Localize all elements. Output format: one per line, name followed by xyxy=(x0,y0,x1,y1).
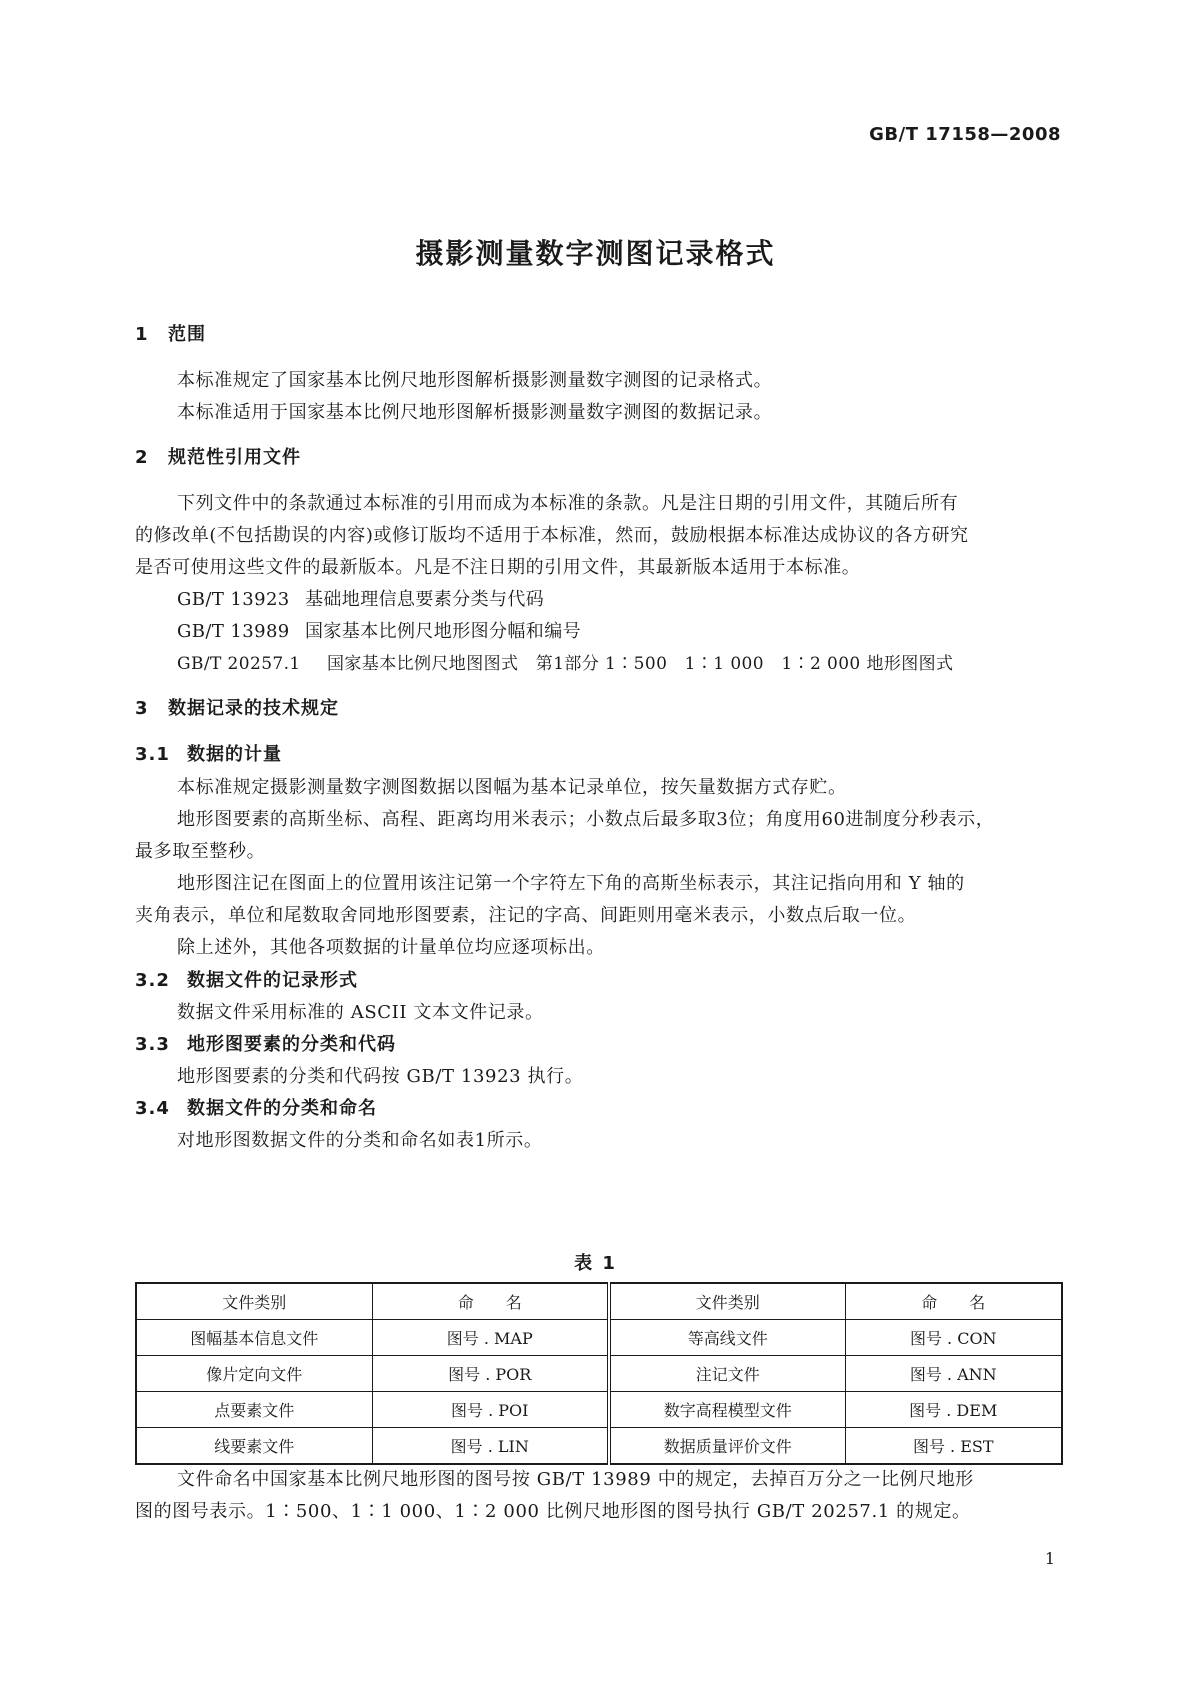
reference-title: 基础地理信息要素分类与代码 xyxy=(305,589,545,610)
reference-title: 国家基本比例尺地图图式 第1部分 1∶500 1∶1 000 1∶2 000 地形图图式 xyxy=(327,654,954,674)
section-number: 3 xyxy=(135,698,149,719)
table-cell: 注记文件 xyxy=(609,1356,845,1392)
standard-code: GB/T 17158—2008 xyxy=(869,124,1061,145)
subsection-title: 地形图要素的分类和代码 xyxy=(187,1034,396,1055)
subsection-3-1-heading xyxy=(135,740,282,766)
table-cell: 图号 . DEM xyxy=(845,1392,1062,1428)
paragraph-line: 文件命名中国家基本比例尺地形图的图号按 GB/T 13989 中的规定，去掉百万分之一比例尺地形 xyxy=(177,1469,974,1490)
paragraph: 地形图要素的分类和代码按 GB/T 13923 执行。 xyxy=(177,1066,584,1087)
table-cell: 图号 . ANN xyxy=(845,1356,1062,1392)
section-number: 1 xyxy=(135,324,149,345)
subsection-number: 3.2 xyxy=(135,970,170,991)
table-header-cell: 命 名 xyxy=(845,1283,1062,1320)
table-cell: 图号 . POR xyxy=(372,1356,609,1392)
subsection-3-4-heading xyxy=(135,1094,377,1120)
subsection-title: 数据的计量 xyxy=(187,744,282,765)
section-1-heading xyxy=(135,320,206,346)
table-header-row xyxy=(136,1283,1062,1320)
table-caption: 表 1 xyxy=(574,1253,617,1274)
table-cell: 点要素文件 xyxy=(136,1392,372,1428)
reference-code: GB/T 13923 xyxy=(177,589,290,610)
paragraph: 对地形图数据文件的分类和命名如表1所示。 xyxy=(177,1130,543,1151)
file-naming-table xyxy=(135,1282,1063,1465)
table-cell: 图幅基本信息文件 xyxy=(136,1320,372,1356)
paragraph-line: 是否可使用这些文件的最新版本。凡是不注日期的引用文件，其最新版本适用于本标准。 xyxy=(135,557,861,578)
reference-item xyxy=(177,617,581,643)
reference-code: GB/T 13989 xyxy=(177,621,290,642)
subsection-title: 数据文件的记录形式 xyxy=(187,970,358,991)
table-cell: 图号 . LIN xyxy=(372,1428,609,1465)
table-cell: 图号 . EST xyxy=(845,1428,1062,1465)
section-title: 数据记录的技术规定 xyxy=(168,698,339,719)
section-title: 范围 xyxy=(168,324,206,345)
table-cell: 图号 . MAP xyxy=(372,1320,609,1356)
paragraph-line: 地形图注记在图面上的位置用该注记第一个字符左下角的高斯坐标表示，其注记指向用和 Y 轴的 xyxy=(177,873,965,894)
paragraph-line: 夹角表示，单位和尾数取舍同地形图要素，注记的字高、间距则用毫米表示，小数点后取一位。 xyxy=(135,905,917,926)
paragraph: 本标准规定了国家基本比例尺地形图解析摄影测量数字测图的记录格式。 xyxy=(177,370,773,391)
table-cell: 数字高程模型文件 xyxy=(609,1392,845,1428)
paragraph-line: 下列文件中的条款通过本标准的引用而成为本标准的条款。凡是注日期的引用文件，其随后所有 xyxy=(177,493,959,514)
table-row xyxy=(136,1356,1062,1392)
table-cell: 图号 . POI xyxy=(372,1392,609,1428)
table-cell: 图号 . CON xyxy=(845,1320,1062,1356)
section-title: 规范性引用文件 xyxy=(168,447,301,468)
reference-code: GB/T 20257.1 xyxy=(177,654,301,674)
subsection-number: 3.4 xyxy=(135,1098,170,1119)
table-header-cell: 文件类别 xyxy=(609,1283,845,1320)
paragraph-line: 地形图要素的高斯坐标、高程、距离均用米表示；小数点后最多取3位；角度用60进制度分秒表示， xyxy=(177,809,995,830)
section-2-heading xyxy=(135,443,301,469)
paragraph: 除上述外，其他各项数据的计量单位均应逐项标出。 xyxy=(177,937,605,958)
table-cell: 数据质量评价文件 xyxy=(609,1428,845,1465)
paragraph: 数据文件采用标准的 ASCII 文本文件记录。 xyxy=(177,1002,544,1023)
table-row xyxy=(136,1392,1062,1428)
table-cell: 线要素文件 xyxy=(136,1428,372,1465)
reference-item xyxy=(177,585,544,611)
table-row xyxy=(136,1428,1062,1465)
table-row xyxy=(136,1320,1062,1356)
page-number: 1 xyxy=(1044,1549,1055,1568)
table-header-cell: 文件类别 xyxy=(136,1283,372,1320)
paragraph: 本标准规定摄影测量数字测图数据以图幅为基本记录单位，按矢量数据方式存贮。 xyxy=(177,777,847,798)
subsection-3-2-heading xyxy=(135,966,358,992)
subsection-number: 3.3 xyxy=(135,1034,170,1055)
paragraph-line: 图的图号表示。1∶500、1∶1 000、1∶2 000 比例尺地形图的图号执行 GB/T 20257.1 的规定。 xyxy=(135,1501,971,1522)
table-header-cell: 命 名 xyxy=(372,1283,609,1320)
reference-title: 国家基本比例尺地形图分幅和编号 xyxy=(305,621,581,642)
section-3-heading xyxy=(135,694,339,720)
table-cell: 像片定向文件 xyxy=(136,1356,372,1392)
subsection-title: 数据文件的分类和命名 xyxy=(187,1098,377,1119)
paragraph: 本标准适用于国家基本比例尺地形图解析摄影测量数字测图的数据记录。 xyxy=(177,402,773,423)
paragraph-line: 的修改单(不包括勘误的内容)或修订版均不适用于本标准，然而，鼓励根据本标准达成协议的各方研究 xyxy=(135,525,969,546)
document-title: 摄影测量数字测图记录格式 xyxy=(415,237,776,270)
subsection-3-3-heading xyxy=(135,1030,396,1056)
reference-item xyxy=(177,649,953,674)
subsection-number: 3.1 xyxy=(135,744,170,765)
paragraph-line: 最多取至整秒。 xyxy=(135,841,266,862)
table-cell: 等高线文件 xyxy=(609,1320,845,1356)
section-number: 2 xyxy=(135,447,149,468)
